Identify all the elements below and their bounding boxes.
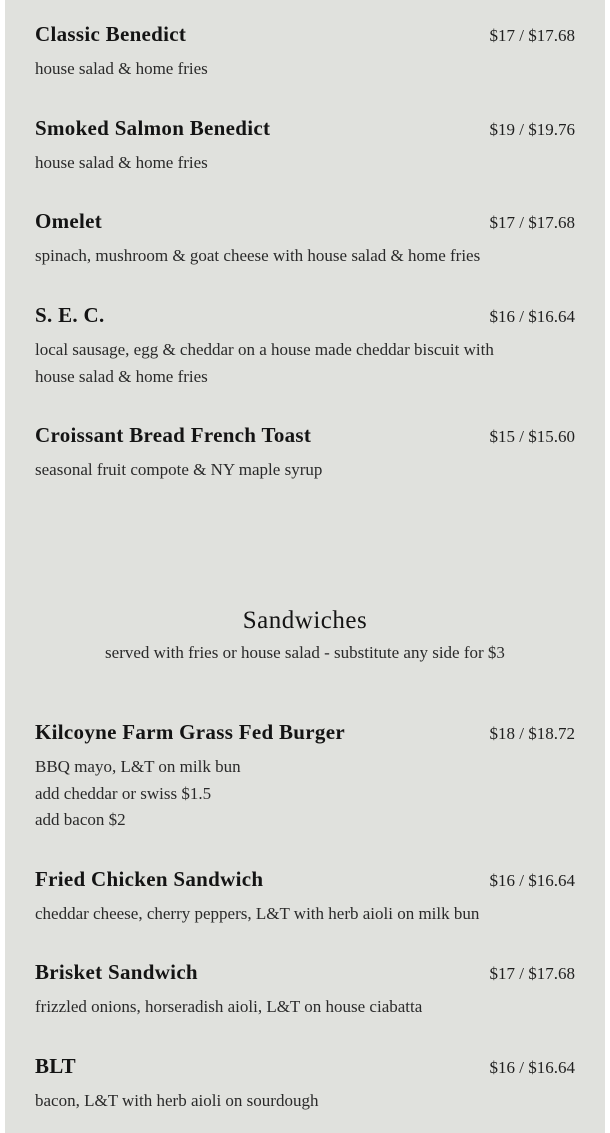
item-description-line: local sausage, egg & cheddar on a house made cheddar biscuit with — [35, 340, 494, 359]
item-price: $15 / $15.60 — [489, 427, 575, 446]
item-name: BLT — [35, 1054, 76, 1078]
item-description — [35, 994, 575, 1021]
item-name: Smoked Salmon Benedict — [35, 116, 271, 140]
menu-item-fried-chicken-sandwich — [35, 867, 575, 928]
item-description-line: BBQ mayo, L&T on milk bun — [35, 757, 241, 776]
item-name: Croissant Bread French Toast — [35, 423, 312, 447]
menu-item-omelet — [35, 209, 575, 270]
menu-item-sec — [35, 303, 575, 390]
item-description-line: house salad & home fries — [35, 366, 208, 386]
item-price: $16 / $16.64 — [489, 1058, 575, 1077]
item-description — [35, 56, 575, 83]
item-name: Kilcoyne Farm Grass Fed Burger — [35, 720, 345, 744]
menu-item-blt — [35, 1054, 575, 1115]
item-price: $17 / $17.68 — [489, 213, 575, 232]
item-description-line: bacon, L&T with herb aioli on sourdough — [35, 1091, 319, 1110]
item-description-line: seasonal fruit compote & NY maple syrup — [35, 460, 323, 479]
item-description — [35, 901, 575, 928]
section-subtitle: served with fries or house salad - substitute any side for $3 — [105, 643, 505, 662]
item-price: $16 / $16.64 — [489, 871, 575, 890]
item-description — [35, 1088, 575, 1115]
item-name: Classic Benedict — [35, 22, 187, 46]
item-description-line: add cheddar or swiss $1.5 — [35, 783, 212, 803]
item-description — [35, 150, 575, 177]
item-price: $17 / $17.68 — [489, 964, 575, 983]
item-name: S. E. C. — [35, 303, 105, 327]
section-title-sandwiches: Sandwiches — [242, 607, 368, 634]
item-description-line: house salad & home fries — [35, 153, 208, 172]
item-price: $19 / $19.76 — [489, 120, 575, 139]
item-description-line: spinach, mushroom & goat cheese with house salad & home fries — [35, 246, 481, 265]
item-description-line: add bacon $2 — [35, 810, 126, 829]
menu-item-grass-fed-burger — [35, 720, 575, 834]
item-description — [35, 243, 575, 270]
item-description — [35, 457, 575, 484]
menu-item-smoked-salmon-benedict — [35, 116, 575, 177]
menu-item-brisket-sandwich — [35, 960, 575, 1021]
item-price: $18 / $18.72 — [489, 724, 575, 743]
item-description-line: house salad & home fries — [35, 59, 208, 78]
item-description-line: cheddar cheese, cherry peppers, L&T with herb aioli on milk bun — [35, 904, 480, 923]
item-price: $16 / $16.64 — [489, 307, 575, 326]
menu-item-classic-benedict — [35, 22, 575, 83]
menu-item-croissant-french-toast — [35, 423, 575, 484]
item-price: $17 / $17.68 — [489, 26, 575, 45]
item-name: Fried Chicken Sandwich — [35, 867, 264, 891]
item-name: Omelet — [35, 209, 103, 233]
item-description-line: frizzled onions, horseradish aioli, L&T on house ciabatta — [35, 997, 423, 1016]
item-description — [35, 754, 575, 834]
item-name: Brisket Sandwich — [35, 960, 198, 984]
item-description — [35, 337, 575, 390]
